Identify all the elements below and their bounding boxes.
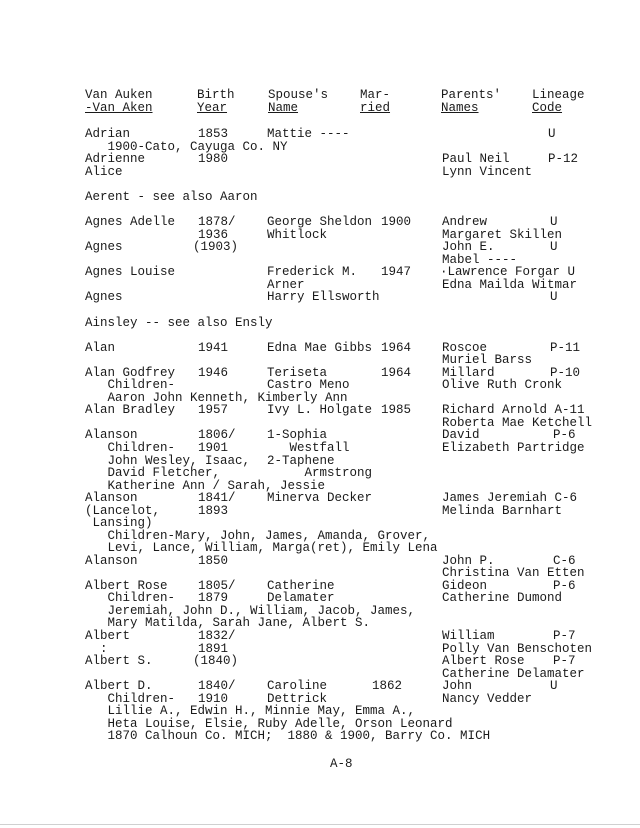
- entry-cell: Ainsley -- see also Ensly: [85, 316, 273, 330]
- column-header-2: [197, 89, 235, 114]
- entry-cell: James Jeremiah C-6: [442, 491, 578, 505]
- entry-cell: Catherine Dumond: [442, 591, 563, 605]
- entry-cell: Armstrong: [267, 466, 373, 480]
- entry-cell: P-6: [553, 428, 576, 442]
- entry-cell: 1878/: [198, 215, 236, 229]
- entry-cell: Margaret Skillen: [442, 228, 563, 242]
- entry-cell: Minerva Decker: [267, 491, 373, 505]
- column-header-line1: Mar-: [360, 88, 391, 102]
- entry-cell: Mabel ----: [442, 253, 518, 267]
- entry-cell: Albert: [85, 629, 131, 643]
- entry-cell: P-10: [550, 366, 581, 380]
- entry-cell: Nancy Vedder: [442, 692, 533, 706]
- entry-cell: David Fletcher,: [85, 466, 221, 480]
- entry-cell: Jeremiah, John D., William, Jacob, James,: [85, 604, 416, 618]
- column-header-line2: ried: [360, 100, 391, 115]
- page-number: A-8: [330, 757, 353, 771]
- entry-cell: Melinda Barnhart: [442, 504, 563, 518]
- entry-cell: Arner: [267, 278, 305, 292]
- entry-cell: (1903): [193, 240, 239, 254]
- entry-cell: 1841/: [198, 491, 236, 505]
- entry-cell: 1853: [198, 127, 229, 141]
- entry-cell: Albert Rose: [442, 654, 525, 668]
- entry-cell: Alan Godfrey: [85, 366, 176, 380]
- entry-cell: Polly Van Benschoten: [442, 642, 593, 656]
- entry-cell: William: [442, 629, 495, 643]
- entry-cell: Elizabeth Partridge: [442, 441, 585, 455]
- entry-cell: Frederick M.: [267, 265, 358, 279]
- entry-cell: 1870 Calhoun Co. MICH; 1880 & 1900, Barry Co. MICH: [85, 729, 491, 743]
- entry-cell: Albert S.: [85, 654, 153, 668]
- entry-cell: Aaron John Kenneth, Kimberly Ann: [85, 391, 348, 405]
- entry-cell: U: [550, 215, 558, 229]
- column-header-line1: Lineage: [532, 88, 585, 102]
- entry-cell: 1-Sophia: [267, 428, 328, 442]
- entry-cell: 1936: [198, 228, 229, 242]
- entry-cell: Adrienne: [85, 152, 146, 166]
- entry-cell: Adrian: [85, 127, 131, 141]
- entry-cell: Lillie A., Edwin H., Minnie May, Emma A.,: [85, 704, 416, 718]
- entry-cell: 2-Taphene: [267, 454, 335, 468]
- entry-cell: 1840/: [198, 679, 236, 693]
- entry-cell: John: [442, 679, 473, 693]
- entry-cell: ·Lawrence Forgar U: [440, 265, 576, 279]
- entry-cell: 1900-Cato, Cayuga Co. NY: [85, 140, 288, 154]
- entry-cell: Lansing): [85, 516, 153, 530]
- entry-cell: Children-: [85, 591, 176, 605]
- entry-cell: Alanson: [85, 428, 138, 442]
- entry-cell: :: [85, 642, 108, 656]
- entry-cell: John P.: [442, 554, 495, 568]
- entry-cell: John Wesley, Isaac,: [85, 454, 251, 468]
- entry-cell: Levi, Lance, William, Marga(ret), Emily Lena: [85, 541, 438, 555]
- entry-cell: Heta Louise, Elsie, Ruby Adelle, Orson Leonard: [85, 717, 453, 731]
- entry-cell: Teriseta: [267, 366, 328, 380]
- entry-cell: Agnes: [85, 290, 123, 304]
- entry-cell: Alice: [85, 165, 123, 179]
- entry-cell: 1862: [372, 679, 403, 693]
- entry-cell: Caroline: [267, 679, 328, 693]
- entry-cell: P-11: [550, 341, 581, 355]
- entry-cell: 1946: [198, 366, 229, 380]
- entry-cell: Millard: [442, 366, 495, 380]
- entry-cell: Delamater: [267, 591, 335, 605]
- entry-cell: (1840): [193, 654, 239, 668]
- entry-cell: U: [550, 290, 558, 304]
- entry-cell: U: [548, 127, 556, 141]
- entry-cell: Albert Rose: [85, 579, 168, 593]
- entry-cell: P-12: [548, 152, 579, 166]
- entry-cell: Children-Mary, John, James, Amanda, Grover,: [85, 529, 431, 543]
- entry-cell: U: [550, 240, 558, 254]
- entry-cell: Alanson: [85, 554, 138, 568]
- entry-cell: Katherine Ann / Sarah, Jessie: [85, 479, 326, 493]
- entry-cell: 1910: [198, 692, 229, 706]
- entry-cell: Castro Meno: [267, 378, 350, 392]
- entry-cell: Mattie ----: [267, 127, 350, 141]
- entry-cell: 1985: [381, 403, 412, 417]
- entry-cell: John E.: [442, 240, 495, 254]
- entry-cell: Catherine Delamater: [442, 667, 585, 681]
- entry-cell: (Lancelot,: [85, 504, 161, 518]
- entry-cell: David: [442, 428, 480, 442]
- entry-cell: Roscoe: [442, 341, 488, 355]
- entry-cell: 1850: [198, 554, 229, 568]
- entry-cell: 1947: [381, 265, 412, 279]
- column-header-line2: -Van Aken: [85, 100, 153, 115]
- entry-cell: P-6: [553, 579, 576, 593]
- entry-cell: Aerent - see also Aaron: [85, 190, 258, 204]
- entry-cell: Richard Arnold A-11: [442, 403, 585, 417]
- entry-cell: Alan: [85, 341, 116, 355]
- entry-cell: 1893: [198, 504, 229, 518]
- column-header-line1: Spouse's: [268, 88, 329, 102]
- entry-cell: Andrew: [442, 215, 488, 229]
- entry-cell: 1806/: [198, 428, 236, 442]
- entry-cell: Albert D.: [85, 679, 153, 693]
- entry-cell: Muriel Barss: [442, 353, 533, 367]
- entry-cell: Alan Bradley: [85, 403, 176, 417]
- entry-cell: 1964: [381, 341, 412, 355]
- entry-cell: 1980: [198, 152, 229, 166]
- entry-cell: George Sheldon: [267, 215, 373, 229]
- entry-cell: Harry Ellsworth: [267, 290, 380, 304]
- entry-cell: 1901: [198, 441, 229, 455]
- entry-cell: Edna Mae Gibbs: [267, 341, 373, 355]
- entry-cell: Children-: [85, 441, 176, 455]
- column-header-line2: Name: [268, 100, 299, 115]
- column-header-line2: Names: [441, 100, 479, 115]
- entry-cell: Ivy L. Holgate: [267, 403, 373, 417]
- column-header-4: [360, 89, 390, 114]
- entry-cell: Edna Mailda Witmar: [442, 278, 578, 292]
- entry-cell: Olive Ruth Cronk: [442, 378, 563, 392]
- column-header-3: [268, 89, 328, 114]
- entry-cell: 1832/: [198, 629, 236, 643]
- page-bottom-edge: [0, 824, 640, 825]
- entry-cell: C-6: [553, 554, 576, 568]
- entry-cell: Westfall: [267, 441, 350, 455]
- entry-cell: Paul Neil: [442, 152, 510, 166]
- column-header-line1: Birth: [197, 88, 235, 102]
- entry-cell: Agnes Louise: [85, 265, 176, 279]
- entry-cell: 1879: [198, 591, 229, 605]
- entry-cell: 1964: [381, 366, 412, 380]
- entry-cell: Dettrick: [267, 692, 328, 706]
- column-header-line2: Code: [532, 100, 563, 115]
- entry-cell: Catherine: [267, 579, 335, 593]
- entry-cell: U: [550, 679, 558, 693]
- column-header-line1: Van Auken: [85, 88, 153, 102]
- entry-cell: 1957: [198, 403, 229, 417]
- entry-cell: Alanson: [85, 491, 138, 505]
- entry-cell: P-7: [553, 629, 576, 643]
- entry-cell: Agnes Adelle: [85, 215, 176, 229]
- column-header-line1: Parents': [441, 88, 502, 102]
- column-header-5: [441, 89, 501, 114]
- entry-cell: Agnes: [85, 240, 123, 254]
- entry-cell: 1891: [198, 642, 229, 656]
- entry-cell: 1900: [381, 215, 412, 229]
- entry-cell: Whitlock: [267, 228, 328, 242]
- column-header-6: [532, 89, 585, 114]
- entry-cell: 1941: [198, 341, 229, 355]
- entry-cell: Lynn Vincent: [442, 165, 533, 179]
- entry-cell: Gideon: [442, 579, 488, 593]
- column-header-1: [85, 89, 153, 114]
- entry-cell: 1805/: [198, 579, 236, 593]
- entry-cell: Roberta Mae Ketchell: [442, 416, 593, 430]
- entry-cell: Children-: [85, 378, 176, 392]
- entry-cell: P-7: [553, 654, 576, 668]
- entry-cell: Children-: [85, 692, 176, 706]
- column-header-line2: Year: [197, 100, 228, 115]
- entry-cell: Mary Matilda, Sarah Jane, Albert S.: [85, 616, 371, 630]
- entry-cell: Christina Van Etten: [442, 566, 585, 580]
